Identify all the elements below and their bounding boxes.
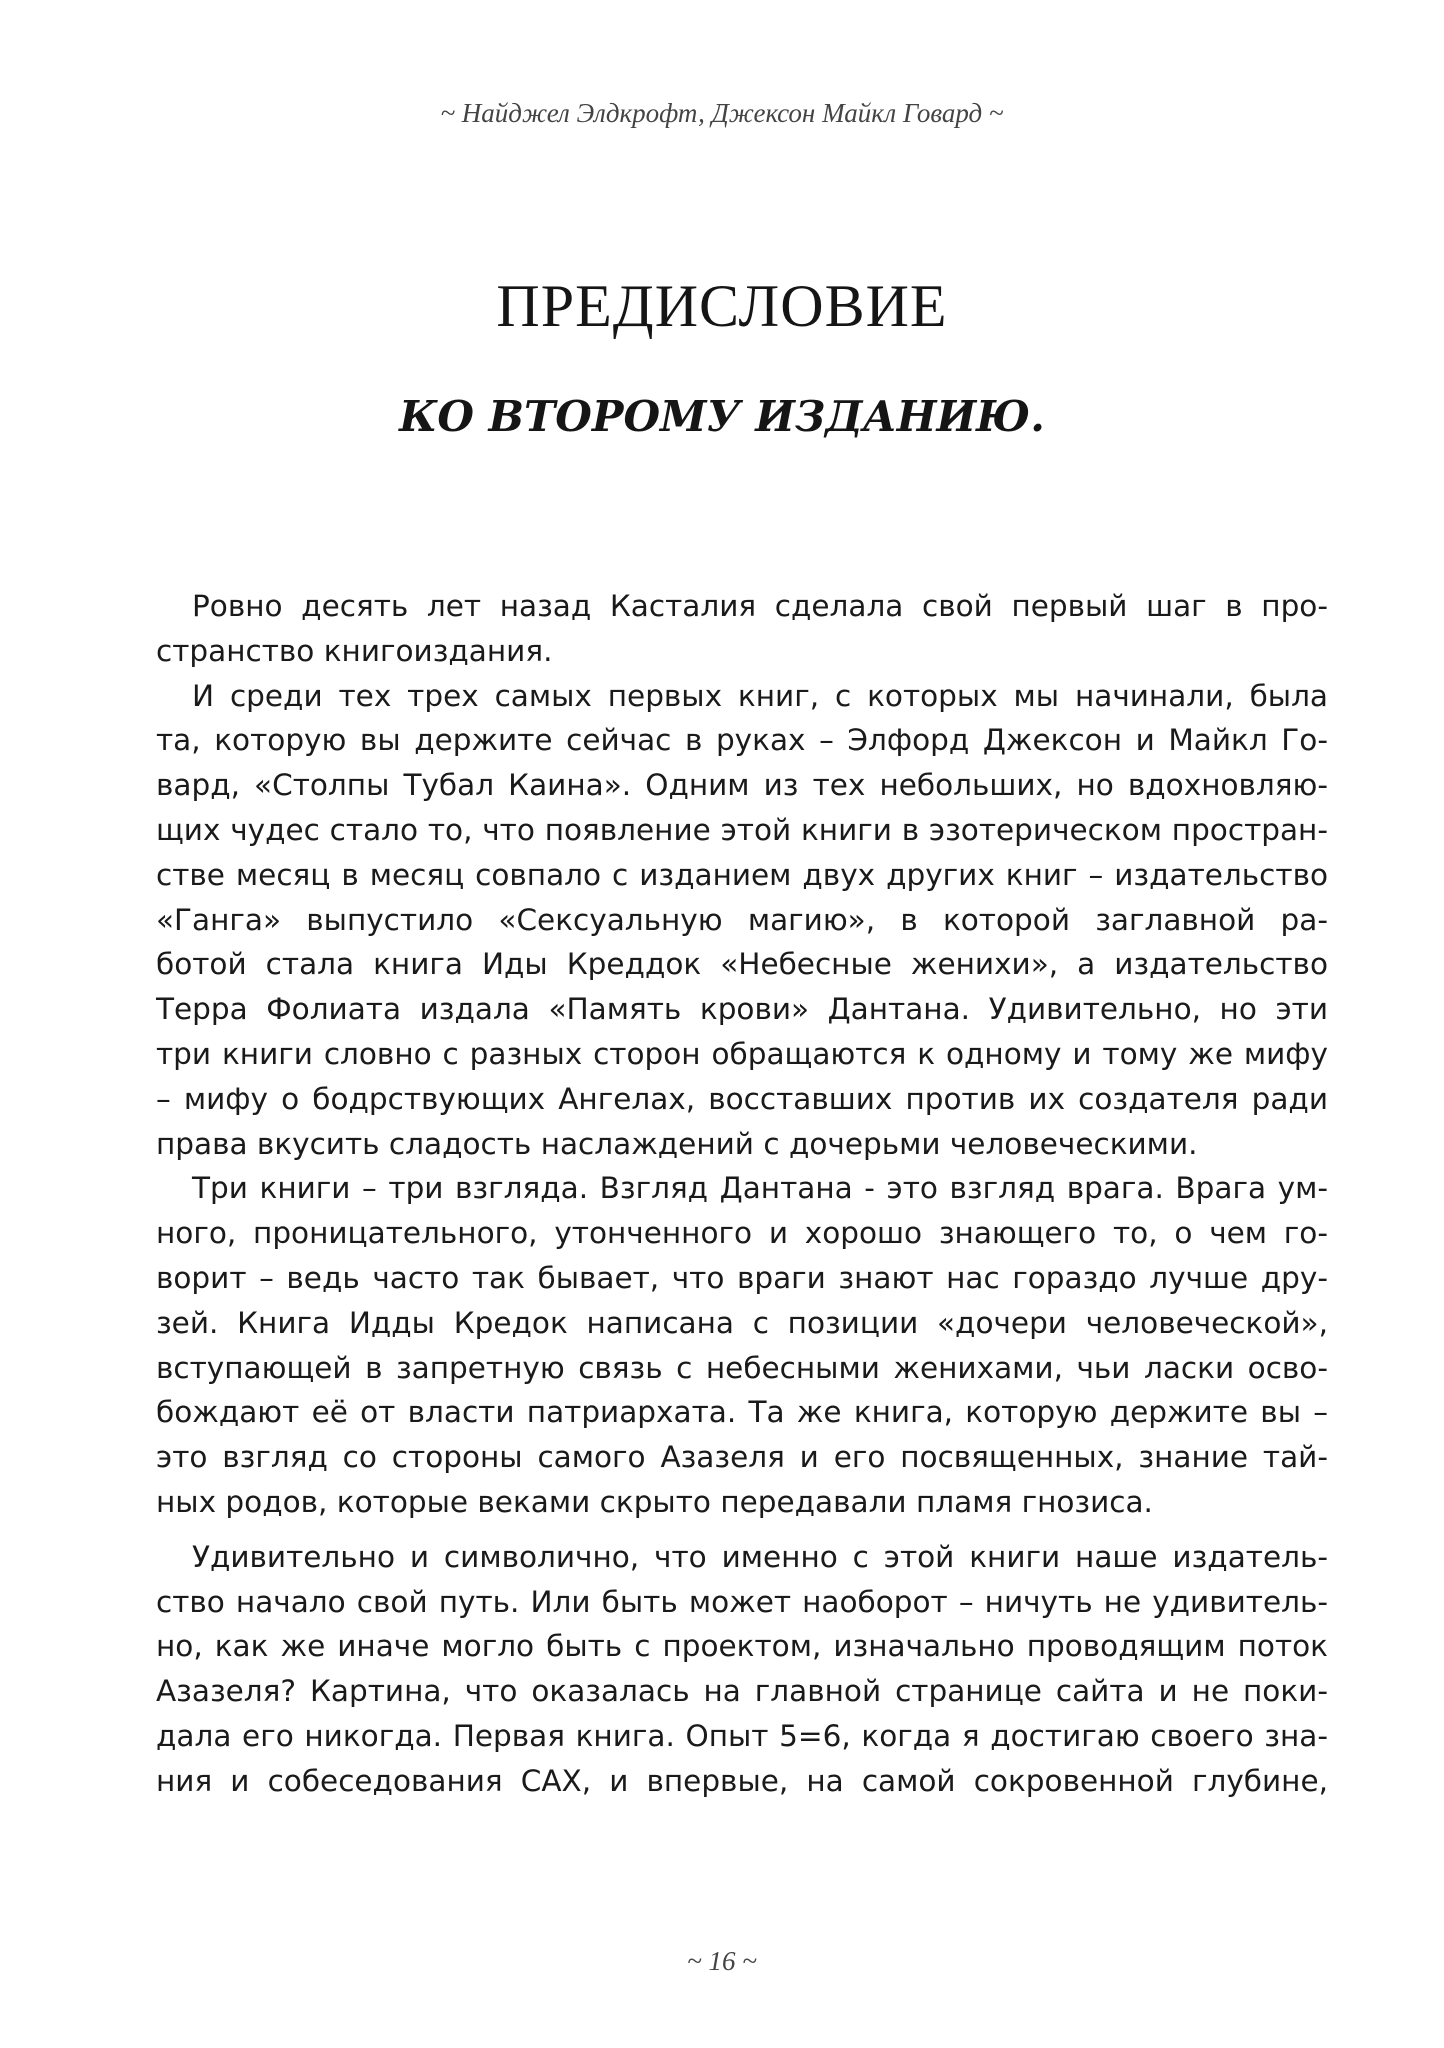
text-line: ворит – ведь часто так бывает, что враги знают нас гораздо лучше дру-	[156, 1260, 1328, 1295]
text-line: стве месяц в месяц совпало с изданием двух других книг – издательство	[156, 857, 1328, 892]
text-line: – мифу о бодрствующих Ангелах, восставших против их создателя ради	[156, 1081, 1328, 1116]
text-line: щих чудес стало то, что появление этой книги в эзотерическом простран-	[156, 812, 1328, 847]
text-line: И среди тех трех самых первых книг, с которых мы начинали, была	[192, 678, 1328, 713]
text-line: это взгляд со стороны самого Азазеля и его посвященных, знание тай-	[156, 1440, 1328, 1475]
page-number: ~ 16 ~	[687, 1946, 757, 1976]
text-line: Терра Фолиата издала «Память крови» Дантана. Удивительно, но эти	[156, 992, 1328, 1027]
running-header: ~ Найджел Элдкрофт, Джексон Майкл Говард ~	[440, 98, 1004, 128]
text-line: права вкусить сладость наслаждений с дочерьми человеческими.	[156, 1126, 1198, 1161]
text-line: три книги словно с разных сторон обращаются к одному и тому же мифу	[156, 1036, 1328, 1071]
text-line: бождают её от власти патриархата. Та же книга, которую держите вы –	[156, 1395, 1328, 1430]
text-line: Три книги – три взгляда. Взгляд Дантана - это взгляд врага. Врага ум-	[192, 1171, 1328, 1206]
text-line: странство книгоиздания.	[156, 633, 553, 668]
text-line: ных родов, которые веками скрыто передавали пламя гнозиса.	[156, 1484, 1153, 1519]
chapter-title: ПРЕДИСЛОВИЕ	[496, 273, 948, 339]
text-line: ного, проницательного, утонченного и хорошо знающего то, о чем го-	[156, 1216, 1328, 1251]
body-text	[156, 584, 1328, 1804]
text-line: дала его никогда. Первая книга. Опыт 5=6, когда я достигаю своего зна-	[156, 1718, 1328, 1753]
text-line: Удивительно и символично, что именно с этой книги наше издатель-	[192, 1539, 1328, 1574]
text-line: зей. Книга Идды Кредок написана с позиции «дочери человеческой»,	[156, 1305, 1328, 1340]
text-line: ство начало свой путь. Или быть может наоборот – ничуть не удивитель-	[156, 1584, 1328, 1619]
text-line: вступающей в запретную связь с небесными женихами, чьи ласки осво-	[156, 1350, 1328, 1385]
text-line: «Ганга» выпустило «Сексуальную магию», в которой заглавной ра-	[156, 902, 1328, 937]
text-line: вард, «Столпы Тубал Каина». Одним из тех небольших, но вдохновляю-	[156, 768, 1328, 803]
chapter-subtitle: КО ВТОРОМУ ИЗДАНИЮ.	[399, 392, 1045, 441]
text-line: ботой стала книга Иды Креддок «Небесные женихи», а издательство	[156, 947, 1328, 982]
text-line: Азазеля? Картина, что оказалась на главной странице сайта и не поки-	[156, 1674, 1328, 1709]
text-line: ния и собеседования САХ, и впервые, на самой сокровенной глубине,	[156, 1763, 1328, 1798]
text-line: Ровно десять лет назад Касталия сделала свой первый шаг в про-	[192, 589, 1328, 623]
text-line: но, как же иначе могло быть с проектом, изначально проводящим поток	[156, 1629, 1328, 1664]
text-line: та, которую вы держите сейчас в руках – Элфорд Джексон и Майкл Го-	[156, 723, 1328, 758]
